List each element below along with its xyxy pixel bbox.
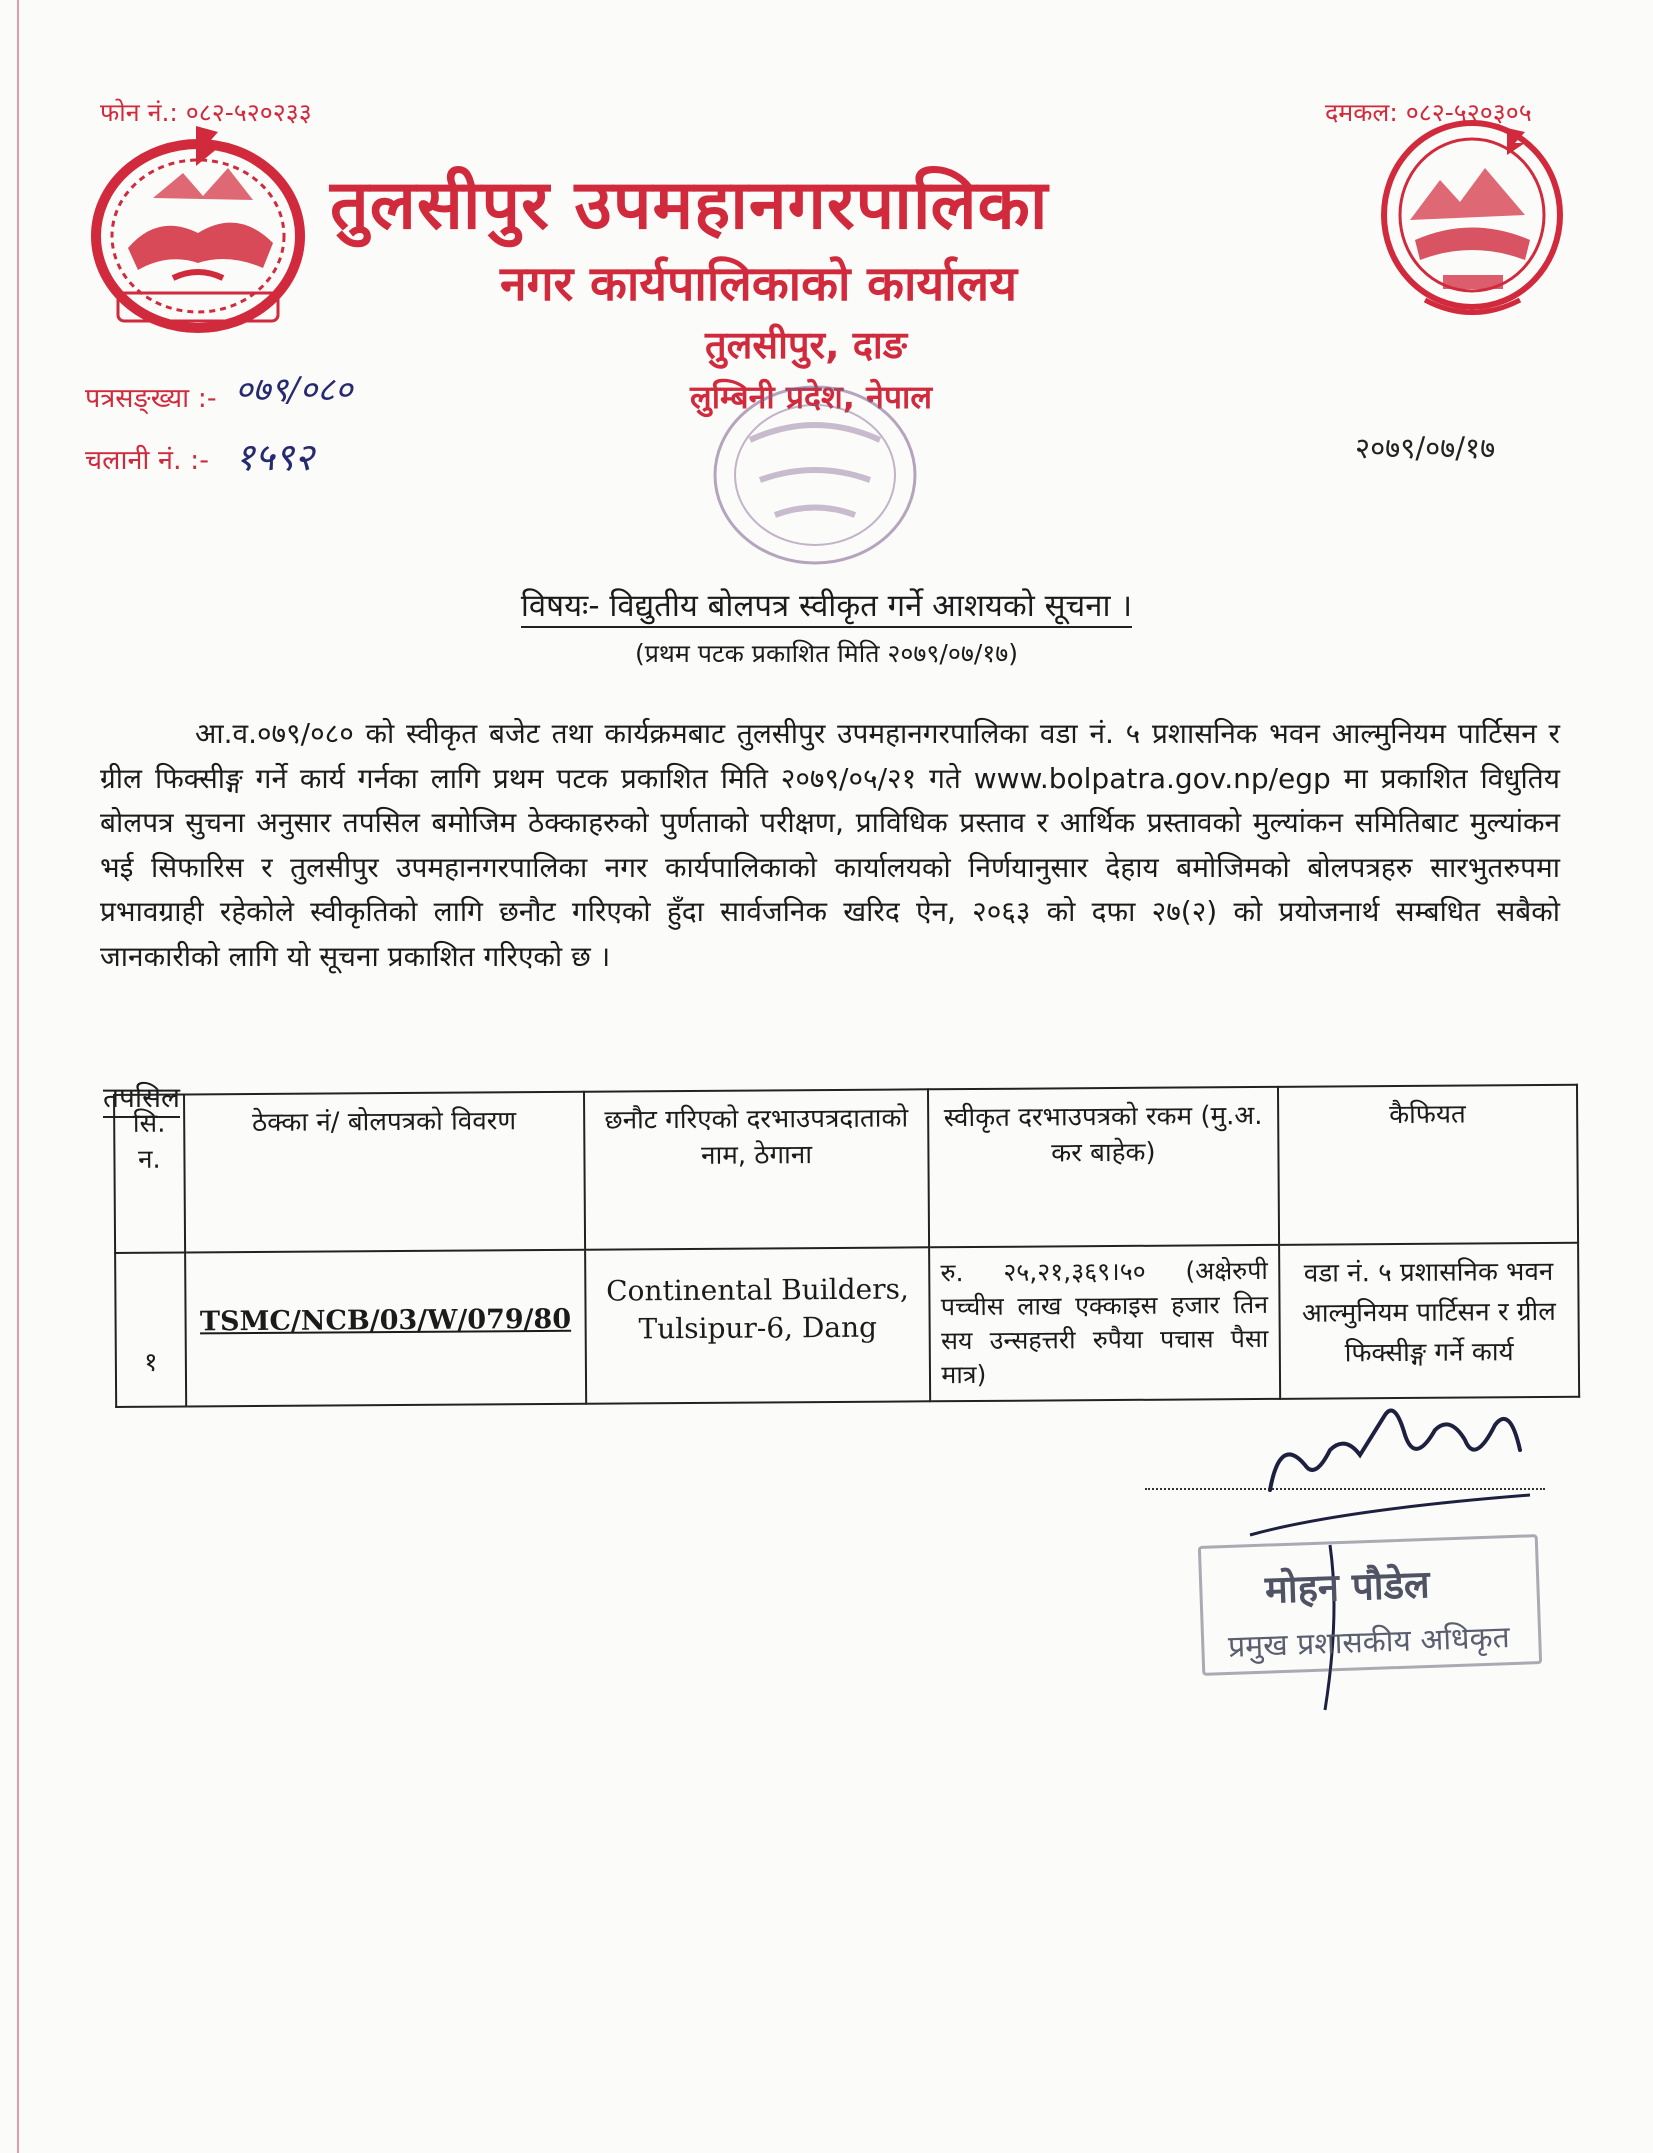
margin-rule bbox=[17, 0, 19, 2153]
signer-title: प्रमुख प्रशासकीय अधिकृत bbox=[1227, 1620, 1511, 1665]
municipality-name: तुलसीपुर उपमहानगरपालिका bbox=[330, 166, 1049, 245]
amount-cell: रु. २५,२१,३६९।५० (अक्षेरुपी पच्चीस लाख एक्काइस हजार तिन सय उन्सहत्तरी रुपैया पचास पैसा मात्र) bbox=[929, 1245, 1279, 1401]
signer-name: मोहन पौडेल bbox=[1264, 1562, 1431, 1612]
fire-brigade-number: दमकल: ०८२-५२०३०५ bbox=[1325, 98, 1532, 127]
dispatch-number-value: १५९२ bbox=[235, 435, 315, 479]
header-contract: ठेक्का नं/ बोलपत्रको विवरण bbox=[184, 1092, 585, 1253]
reference-number-value: ०७९/०८० bbox=[235, 370, 353, 410]
subject-text: विषयः- विद्युतीय बोलपत्र स्वीकृत गर्ने आशयको सूचना । bbox=[521, 588, 1132, 628]
municipality-logo-icon bbox=[1375, 110, 1570, 335]
header-amount: स्वीकृत दरभाउपत्रको रकम (मु.अ. कर बाहेक) bbox=[928, 1087, 1278, 1247]
schedule-label: तपसिल bbox=[103, 1078, 180, 1118]
header-remarks: कैफियत bbox=[1278, 1085, 1579, 1245]
header-serial: सि. न. bbox=[114, 1095, 185, 1253]
contract-number: TSMC/NCB/03/W/079/80 bbox=[199, 1303, 572, 1338]
letter-date: २०७९/०७/१७ bbox=[1355, 431, 1496, 465]
nepal-government-emblem-icon bbox=[78, 118, 318, 348]
city-district: तुलसीपुर, दाङ bbox=[705, 323, 907, 367]
notice-body: आ.व.०७९/०८० को स्वीकृत बजेट तथा कार्यक्रमबाट तुलसीपुर उपमहानगरपालिका वडा नं. ५ प्रशासनिक भवन आल्मुनियम पार्टिसन र ग्रील फिक्सीङ्ग गर्ने कार्य गर्नका लागि प्रथम पटक प्रकाशित मिति २०७९/०५/२१ गते www.bolpatra.gov.np/egp मा प्रकाशित विधुतिय बोलपत्र सुचना अनुसार तपसिल बमोजिम ठेक्काहरुको पुर्णताको परीक्षण, प्राविधिक प्रस्ताव र आर्थिक प्रस्तावको मुल्यांकन समितिबाट मुल्यांकन भई सिफारिस र तुलसीपुर उपमहानगरपालिका नगर कार्यपालिकाको कार्यालयको निर्णयानुसार देहाय बमोजिमको बोलपत्रहरु सारभुतरुपमा प्रभावग्राही रहेकोले स्वीकृतिको लागि छनौट गरिएको हुँदा सार्वजनिक खरिद ऐन, २०६३ को दफा २७(२) को प्रयोजनार्थ सम्बधित सबैको जानकारीको लागि यो सूचना प्रकाशित गरिएको छ । bbox=[100, 717, 1560, 973]
office-round-seal-icon bbox=[705, 380, 925, 570]
table-row bbox=[115, 1243, 1579, 1407]
subject-heading bbox=[0, 584, 1653, 626]
bidder-cell: Continental Builders, Tulsipur-6, Dang bbox=[585, 1247, 931, 1403]
header-bidder: छनौट गरिएको दरभाउपत्रदाताको नाम, ठेगाना bbox=[584, 1089, 930, 1249]
reference-number-label: पत्रसङ्ख्या :- bbox=[85, 383, 217, 414]
publish-date-note: (प्रथम पटक प्रकाशित मिति २०७९/०७/१७) bbox=[634, 639, 1019, 668]
serial-cell: १ bbox=[115, 1253, 186, 1407]
bid-details-table bbox=[113, 1084, 1580, 1408]
remarks-cell: वडा नं. ५ प्रशासनिक भवन आल्मुनियम पार्टिसन र ग्रील फिक्सीङ्ग गर्ने कार्य bbox=[1279, 1243, 1579, 1399]
dispatch-number-label: चलानी नं. :- bbox=[85, 445, 209, 476]
table-header-row bbox=[114, 1085, 1578, 1253]
phone-number: फोन नं.: ०८२-५२०२३३ bbox=[100, 98, 312, 127]
province-country: लुम्बिनी प्रदेश, नेपाल bbox=[690, 378, 933, 416]
office-name: नगर कार्यपालिकाको कार्यालय bbox=[500, 256, 1018, 312]
contract-cell bbox=[185, 1250, 586, 1407]
